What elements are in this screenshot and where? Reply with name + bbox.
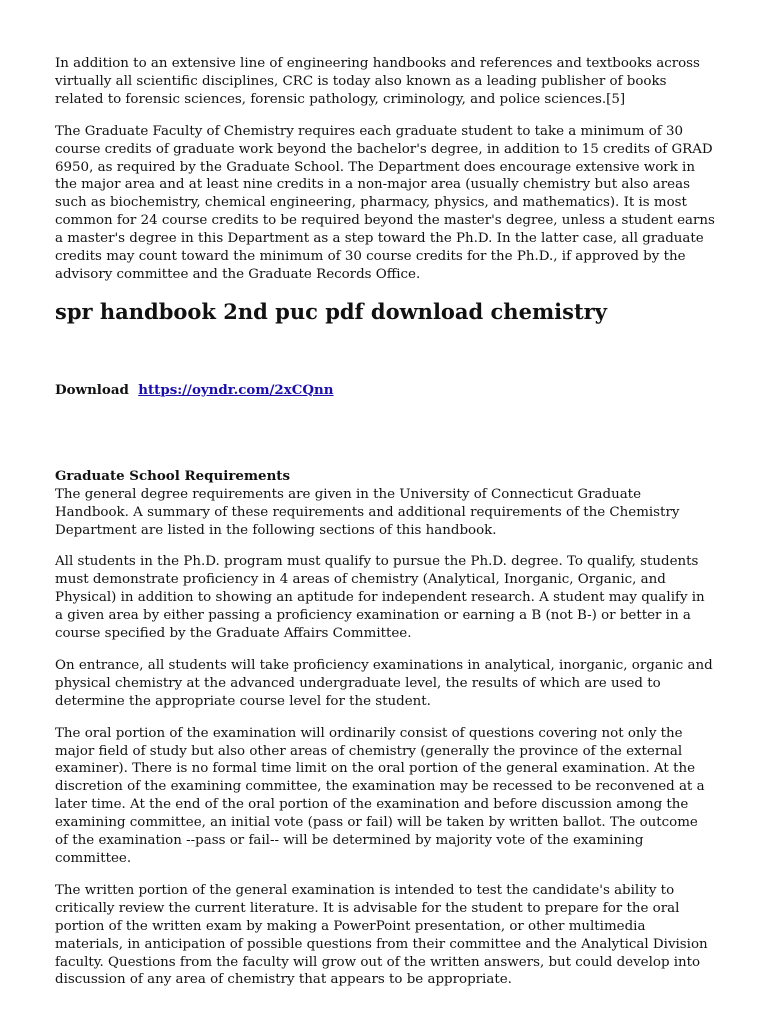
intro-paragraph-crc: In addition to an extensive line of engineering handbooks and references and textbooks across virtually all scientific disciplines, CRC is today also known as a leading publisher of books related to forensic sciences, forensic pathology, criminology, and police sciences.[5] <box>55 56 700 107</box>
body-paragraph-qualify: All students in the Ph.D. program must qualify to pursue the Ph.D. degree. To qualify, students must demonstrate proficiency in 4 areas of chemistry (Analytical, Inorganic, Organic, and Physical) in addition to showing an aptitude for independent research. A student may qualify in a given area by either passing a proficiency examination or earning a B (not B-) or better in a course specified by the Graduate Affairs Committee. <box>55 554 705 642</box>
download-link[interactable]: https://oyndr.com/2xCQnn <box>138 381 334 398</box>
section-heading: Graduate School Requirements <box>55 467 291 484</box>
document-page <box>55 55 715 1003</box>
body-paragraph-entrance-exams: On entrance, all students will take proficiency examinations in analytical, inorganic, organic and physical chemistry at the advanced undergraduate level, the results of which are used to determine the appropriate course level for the student. <box>55 657 713 709</box>
page-title: spr handbook 2nd puc pdf download chemistry <box>55 298 607 324</box>
intro-paragraph-graduate-faculty: The Graduate Faculty of Chemistry requires each graduate student to take a minimum of 30 course credits of graduate work beyond the bachelor's degree, in addition to 15 credits of GRAD 6950, as required by the Graduate School. The Department does encourage extensive work in the major area and at least nine credits in a non-major area (usually chemistry but also areas such as biochemistry, chemical engineering, pharmacy, physics, and mathematics). It is most common for 24 course credits to be required beyond the master's degree, unless a student earns a master's degree in this Department as a step toward the Ph.D. In the latter case, all graduate credits may count toward the minimum of 30 course credits for the Ph.D., if approved by the advisory committee and the Graduate Records Office. <box>55 123 715 282</box>
body-paragraph-written-portion: The written portion of the general examination is intended to test the candidate's ability to critically review the current literature. It is advisable for the student to prepare for the oral portion of the written exam by making a PowerPoint presentation, or other multimedia materials, in anticipation of possible questions from their committee and the Analytical Division faculty. Questions from the faculty will grow out of the written answers, but could develop into discussion of any area of chemistry that appears to be appropriate. <box>55 882 708 988</box>
download-label: Download <box>55 381 129 398</box>
body-paragraph-general-requirements: The general degree requirements are given in the University of Connecticut Graduate Handbook. A summary of these requirements and additional requirements of the Chemistry Department are listed in the following sections of this handbook. <box>55 486 680 538</box>
body-paragraph-oral-portion: The oral portion of the examination will ordinarily consist of questions covering not only the major field of study but also other areas of chemistry (generally the province of the external examiner). There is no formal time limit on the oral portion of the general examination. At the discretion of the examining committee, the examination may be recessed to be reconvened at a later time. At the end of the oral portion of the examination and before discussion among the examining committee, an initial vote (pass or fail) will be taken by written ballot. The outcome of the examination --pass or fail-- will be determined by majority vote of the examining committee. <box>55 725 705 866</box>
download-line <box>55 382 715 400</box>
